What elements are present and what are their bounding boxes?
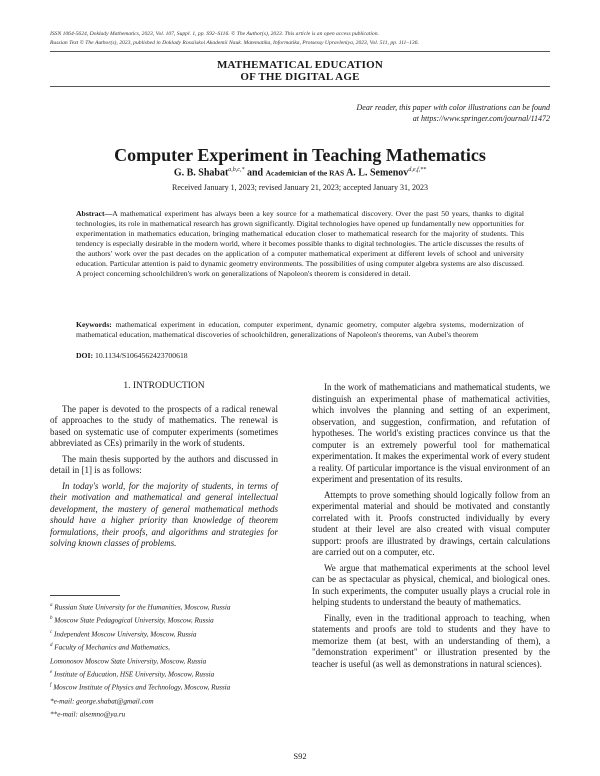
- abstract-dash: —: [104, 209, 113, 218]
- right-column: [312, 382, 550, 674]
- journal-header-line-2: Russian Text © The Author(s), 2023, published in Doklady Rossiiskoi Akademii Nauk. Matematika, Informatika, Protsessy Upravleniya, 2023, Vol. 511, pp. 111–136.: [50, 40, 419, 46]
- authors-and: and: [244, 167, 266, 179]
- introduction-heading: 1. INTRODUCTION: [123, 381, 205, 391]
- footnote: $^b$ Moscow State Pedagogical University, Moscow, Russia: [50, 616, 214, 625]
- abstract-label: Abstract: [76, 209, 105, 218]
- color-note-line-1: Dear reader, this paper with color illustrations can be found: [356, 103, 550, 112]
- right-paragraph-2: Attempts to prove something should logically follow from an experimental material and should be motivated and constantly correlated with it. Proofs constructed individually by every student at their level are also created with visual computer support: proofs are illustrated by drawings, certain calculations are carried out on a computer, etc.: [312, 489, 550, 557]
- left-paragraph-2: The main thesis supported by the authors and discussed in detail in [1] is as follows:: [50, 453, 278, 475]
- section-rule: [50, 86, 550, 87]
- journal-header-line-1: ISSN 1064-5624, Doklady Mathematics, 2023, Vol. 107, Suppl. 1, pp. S92–S116. © The Author(s), 2023. This article is an open access publication.: [50, 31, 379, 37]
- keywords: [76, 320, 524, 340]
- section-heading-line-2: OF THE DIGITAL AGE: [240, 71, 360, 83]
- author-shabat-affil: a,b,c,*: [228, 167, 245, 173]
- color-note-line-2[interactable]: at https://www.springer.com/journal/11472: [412, 114, 550, 123]
- keywords-text: mathematical experiment in education, computer experiment, dynamic geometry, computer algebra systems, modernization of mathematical education, mathematical discoveries of schoolchildren, generalizations of Napoleon's theorems, van Aubel's theorem: [76, 320, 524, 339]
- author-semenov: A. L. Semenov: [344, 167, 409, 179]
- footnote: $^f$ Moscow Institute of Physics and Technology, Moscow, Russia: [50, 683, 231, 692]
- left-paragraph-1: The paper is devoted to the prospects of a radical renewal of approaches to the study of mathematics. The renewal is based on systematic use of computer experiments (sometimes abbreviated as CEs) primarily in the work of students.: [50, 403, 278, 448]
- footnote-email[interactable]: **e-mail: alsemno@ya.ru: [50, 710, 126, 719]
- section-heading-line-1: MATHEMATICAL EDUCATION: [216, 59, 384, 71]
- footnote-email[interactable]: *e-mail: george.shabat@gmail.com: [50, 697, 154, 706]
- academician-label: Academician of the RAS: [265, 168, 345, 178]
- abstract: [76, 209, 524, 279]
- paper-title: Computer Experiment in Teaching Mathematics: [114, 145, 486, 165]
- doi-value[interactable]: 10.1134/S1064562423700618: [93, 351, 188, 360]
- abstract-text: A mathematical experiment has always been a key source for a mathematical discovery. Over the past 50 years, thanks to digital technologies, its role in mathematical research has grown significantly. Digital technologies have opened up fundamentally new opportunities for experimentation in mathematics education, bringing mathematical education closer to mathematical research for the majority of students. This tendency is especially desirable in the modern world, where it becomes possible thanks to digital technologies. The article discusses the results of the authors' work over the past decades on the application of a computer mathematical experiment at different levels of school and university education. Particular attention is paid to dynamic geometry environments. The possibilities of using computer algebra systems are also discussed. A project concerning schoolchildren's work on generalizations of Napoleon's theorem is considered in detail.: [76, 209, 524, 278]
- footnote: $^d$ Faculty of Mechanics and Mathematics,: [50, 643, 170, 652]
- authors-line: [0, 167, 600, 178]
- footnote: $^c$ Independent Moscow University, Moscow, Russia: [50, 629, 197, 639]
- footnote: Lomonosov Moscow State University, Moscow, Russia: [50, 656, 207, 665]
- footnote: $^a$ Russian State University for the Humanities, Moscow, Russia: [50, 603, 231, 612]
- header-rule: [50, 51, 550, 52]
- right-paragraph-1: In the work of mathematicians and mathematical students, we distinguish an experimental phase of mathematical activities, which involves the planning and setting of an experiment, observation, and suggestion, confirmation, and refutation of hypotheses. The world's existing practices convince us that the computer is an extremely powerful tool for mathematical experimentation. It makes the experimental work of every student a reality. Of particular importance is the visual environment of an experiment and presentation of its results.: [312, 382, 550, 484]
- author-shabat: G. B. Shabat: [173, 167, 229, 179]
- footnote-rule: [50, 595, 120, 596]
- right-paragraph-3: We argue that mathematical experiments at the school level can be as spectacular as physical, chemical, and biological ones. In such experiments, the computer usually plays a crucial role in helping students to understand the beauty of mathematics.: [312, 562, 550, 607]
- left-column: [50, 381, 278, 554]
- footnote: $^e$ Institute of Education, HSE University, Moscow, Russia: [50, 669, 215, 679]
- left-paragraph-3: In today's world, for the majority of students, in terms of their motivation and mathematical and general intellectual development, the mastery of general mathematical methods should have a higher priority than knowledge of theorem formulations, their proofs, and algorithms and strategies for solving known classes of problems.: [50, 480, 278, 548]
- footnotes: [50, 600, 280, 721]
- doi-label: DOI:: [76, 351, 94, 360]
- right-paragraph-4: Finally, even in the traditional approach to teaching, when statements and proofs are told to students and they have to memorize them (at best, with an understanding of them), a "demonstration experiment" or illustration presented by the teacher is useful (as well as demonstrations in natural sciences).: [312, 612, 550, 669]
- author-semenov-affil: d,e,f,**: [408, 167, 427, 173]
- page-number: S92: [293, 751, 307, 761]
- received-dates: Received January 1, 2023; revised January 21, 2023; accepted January 31, 2023: [172, 183, 428, 192]
- doi: [76, 351, 524, 361]
- keywords-label: Keywords:: [76, 320, 112, 329]
